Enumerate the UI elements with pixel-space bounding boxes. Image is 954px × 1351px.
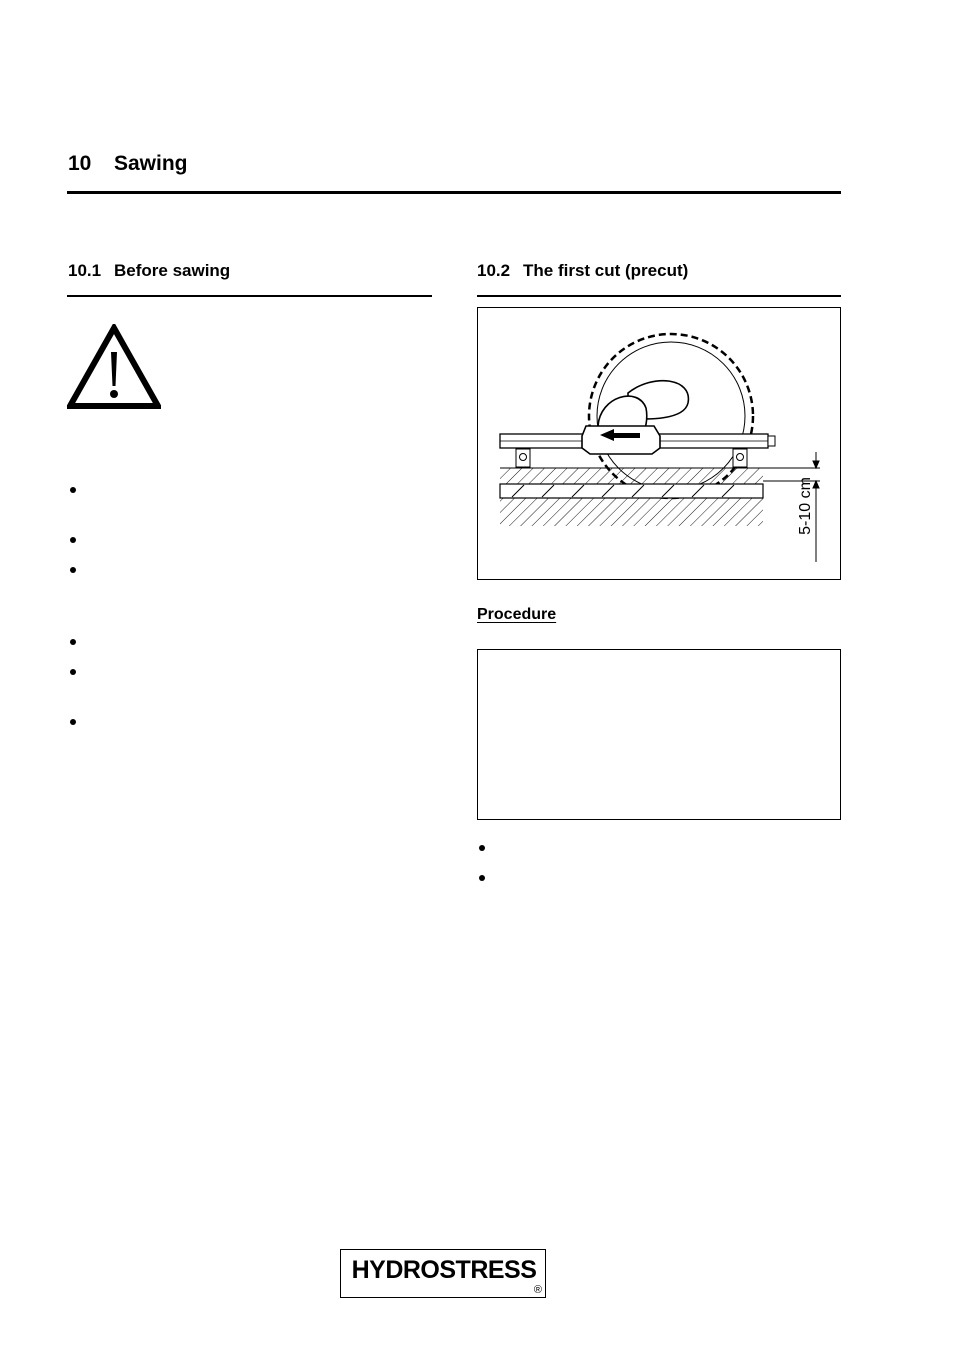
procedure-heading: Procedure [477,606,557,623]
list-bullet [70,537,76,543]
list-bullet [70,639,76,645]
list-bullet [70,567,76,573]
section-title-left: Before sawing [114,261,231,280]
list-bullet [479,875,485,881]
section-divider-left [67,295,432,297]
chapter-number: 10 [68,152,92,175]
concrete-top-layer [500,468,763,484]
registered-mark: ® [533,1284,542,1296]
hydrostress-logo [340,1249,546,1298]
list-bullet [479,845,485,851]
section-number-right: 10.2 [477,261,511,280]
depth-label: 5-10 cm [797,477,814,535]
warning-icon [67,324,161,410]
concrete-bottom-layer [500,498,763,526]
section-number-left: 10.1 [68,261,102,280]
list-bullet [70,669,76,675]
logo-brand: HYDROSTRESS [351,1256,537,1284]
section-divider-right [477,295,841,297]
section-title-right: The first cut (precut) [523,261,689,280]
list-bullet [70,487,76,493]
chapter-title: Sawing [114,152,188,175]
procedure-box [477,649,841,820]
precut-figure [477,307,841,580]
list-bullet [70,719,76,725]
chapter-divider [67,191,841,194]
